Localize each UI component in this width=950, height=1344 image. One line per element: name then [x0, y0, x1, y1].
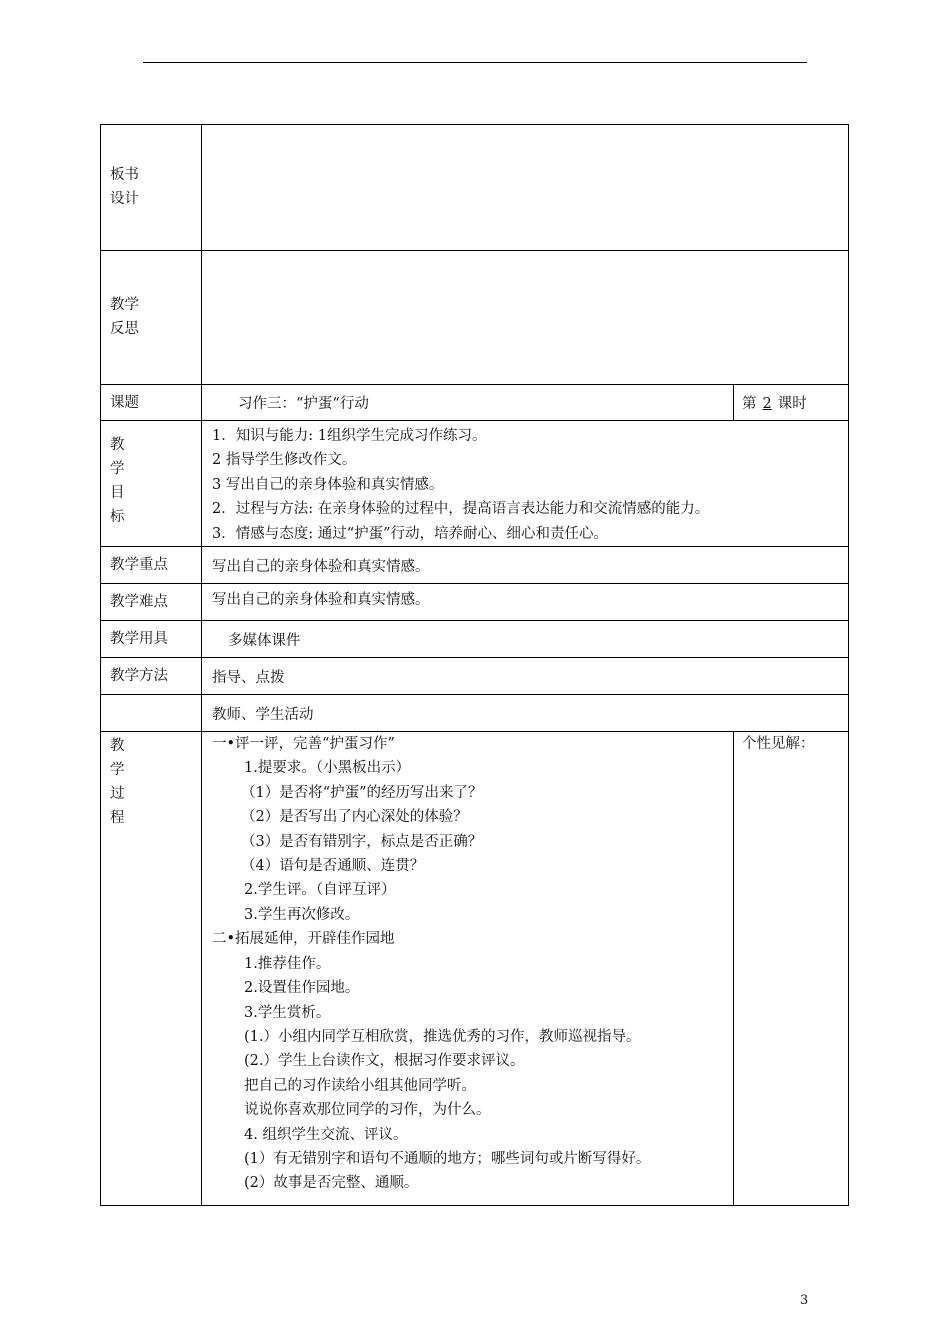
process-line: (2.）学生上台读作文，根据习作要求评议。 [244, 1053, 525, 1070]
board-design-row [101, 125, 849, 251]
objective-line: 3．情感与态度: 通过“护蛋”行动，培养耐心、细心和责任心。 [212, 525, 609, 542]
process-line: (1）有无错别字和语句不通顺的地方；哪些词句或片断写得好。 [244, 1150, 651, 1167]
key-point-label: 教学重点 [101, 547, 202, 584]
process-line: 一•评一评，完善“护蛋习作” [212, 736, 395, 753]
tools-text: 多媒体课件 [202, 621, 849, 658]
topic-title: 习作三：“护蛋“行动 [202, 385, 734, 421]
method-row [101, 658, 849, 695]
process-line: （3）是否有错别字，标点是否正确？ [241, 833, 483, 850]
objectives-content [202, 421, 849, 547]
process-line: 3.学生赏析。 [244, 1004, 331, 1021]
personal-insight-label: 个性见解： [742, 736, 815, 753]
objective-line: 1．知识与能力: 1组织学生完成习作练习。 [212, 428, 487, 444]
objective-line: 3 写出自己的亲身体验和真实情感。 [212, 476, 444, 493]
header-rule [143, 62, 807, 63]
process-line: 4. 组织学生交流、评议。 [244, 1126, 408, 1143]
objective-line: 2．过程与方法: 在亲身体验的过程中，提高语言表达能力和交流情感的能力。 [212, 501, 710, 518]
objective-line: 2 指导学生修改作文。 [212, 452, 357, 469]
reflection-content [202, 251, 849, 385]
page-number: 3 [800, 1293, 809, 1308]
difficulty-text: 写出自己的亲身体验和真实情感。 [202, 584, 849, 621]
process-content [202, 732, 734, 1206]
key-point-row [101, 547, 849, 584]
process-line: （2）是否写出了内心深处的体验？ [241, 809, 468, 826]
personal-insight [734, 732, 849, 1206]
difficulty-row [101, 584, 849, 621]
process-line: 把自己的习作读给小组其他同学听。 [244, 1077, 476, 1094]
method-label: 教学方法 [101, 658, 202, 695]
process-label: 教 学 过 程 [101, 732, 202, 1206]
activity-header-text: 教师、学生活动 [202, 695, 849, 732]
objectives-label: 教 学 目 标 [101, 421, 202, 547]
process-line: 3.学生再次修改。 [244, 906, 360, 923]
board-design-label: 板书 设计 [101, 125, 202, 251]
reflection-label: 教学 反思 [101, 251, 202, 385]
activity-header-blank [101, 695, 202, 732]
key-point-text: 写出自己的亲身体验和真实情感。 [202, 547, 849, 584]
topic-label: 课题 [101, 385, 202, 421]
topic-row [101, 385, 849, 421]
process-line: 二•拓展延伸，开辟佳作园地 [212, 931, 395, 948]
process-line: (2）故事是否完整、通顺。 [244, 1175, 419, 1192]
difficulty-label: 教学难点 [101, 584, 202, 621]
board-design-content [202, 125, 849, 251]
activity-header-row [101, 695, 849, 732]
lesson-count: 第 2 课时 [734, 385, 849, 421]
lesson-plan-table [100, 124, 849, 1206]
process-line: 说说你喜欢那位同学的习作，为什么。 [244, 1102, 491, 1119]
lesson-number: 2 [762, 396, 772, 412]
process-line: 2.设置佳作园地。 [244, 980, 360, 997]
process-line: （4）语句是否通顺、连贯？ [241, 858, 425, 875]
reflection-row [101, 251, 849, 385]
objectives-row [101, 421, 849, 547]
process-line: 1.推荐佳作。 [244, 955, 331, 972]
process-line: 2.学生评。（自评互评） [244, 882, 396, 899]
process-line: (1.）小组内同学互相欣赏，推选优秀的习作，教师巡视指导。 [244, 1028, 641, 1045]
tools-row [101, 621, 849, 658]
process-line: （1）是否将“护蛋”的经历写出来了？ [241, 784, 483, 801]
method-text: 指导、点拨 [202, 658, 849, 695]
tools-label: 教学用具 [101, 621, 202, 658]
process-row [101, 732, 849, 1206]
process-line: 1.提要求。（小黑板出示） [244, 760, 411, 777]
